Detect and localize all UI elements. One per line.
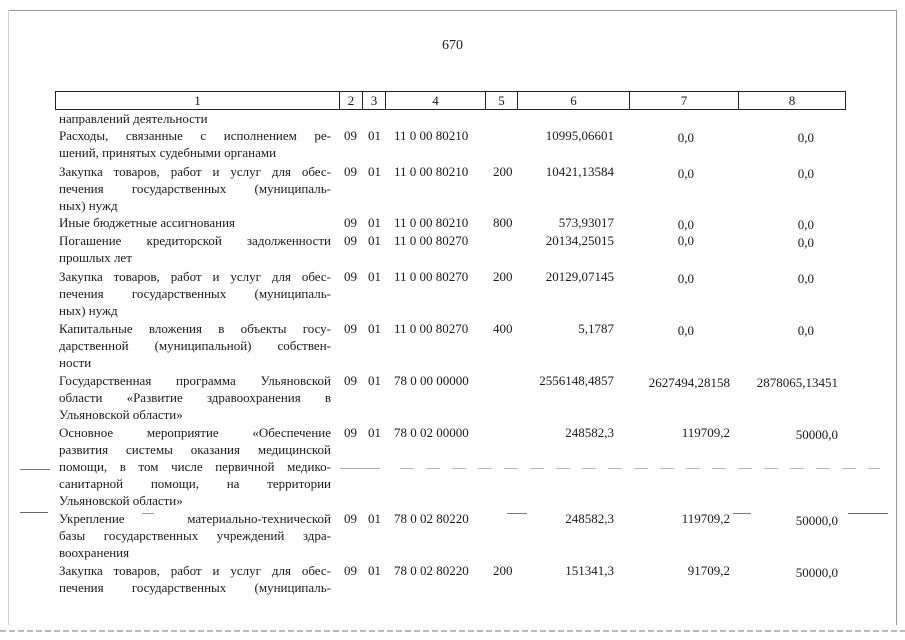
cell-sec: 01 (368, 563, 381, 578)
cell-col7: 91709,2 (687, 563, 730, 578)
cell-article: 11 0 00 80270 (394, 233, 469, 248)
row-name-line: Основное мероприятие «Обеспечение (59, 425, 331, 440)
cell-col7: 0,0 (677, 323, 694, 338)
cell-sec: 01 (368, 215, 381, 230)
cell-article: 78 0 00 00000 (394, 373, 469, 388)
row-name-line: Расходы, связанные с исполнением ре- (59, 128, 331, 143)
cell-col7: 0,0 (677, 271, 694, 286)
cell-col6: 2556148,4857 (539, 373, 614, 388)
cell-col6: 20134,25015 (545, 233, 614, 248)
cell-article: 78 0 02 80220 (394, 563, 469, 578)
row-name-line: ных) нужд (59, 303, 118, 318)
row-name-line: воохранения (59, 545, 130, 560)
row-name-line: печения государственных (муниципаль- (59, 181, 331, 196)
cell-col7: 0,0 (677, 233, 694, 248)
row-name-line: Укрепление материально-технической (59, 511, 331, 526)
page-border-right (896, 10, 897, 625)
row-name-line: развития системы оказания медицинской (59, 442, 331, 457)
cell-kind: 200 (493, 563, 513, 578)
row-name (59, 163, 331, 214)
row-name-line: дарственной (муниципальной) собствен- (59, 338, 331, 353)
header-col-1: 1 (55, 91, 340, 110)
cell-gr: 09 (344, 511, 357, 526)
cell-gr: 09 (344, 373, 357, 388)
page-border-top (8, 10, 896, 11)
row-name-line: шений, принятых судебными органами (59, 145, 277, 160)
cell-article: 11 0 00 80270 (394, 269, 469, 284)
cell-col6: 10421,13584 (545, 164, 614, 179)
cell-gr: 09 (344, 164, 357, 179)
cell-col7: 119709,2 (681, 425, 730, 440)
row-name-line: Капитальные вложения в объекты госу- (59, 321, 331, 336)
row-name (59, 424, 331, 509)
cell-gr: 09 (344, 128, 357, 143)
page-border-left (8, 10, 9, 625)
cell-col8: 0,0 (797, 235, 814, 250)
row-name-line: Государственная программа Ульяновской (59, 373, 331, 388)
cell-col6: 10995,06601 (545, 128, 614, 143)
header-col-3: 3 (362, 91, 386, 110)
scan-artifact-dash (848, 513, 888, 514)
row-name-line: ных) нужд (59, 198, 118, 213)
cell-sec: 01 (368, 233, 381, 248)
cell-sec: 01 (368, 164, 381, 179)
cell-col7: 2627494,28158 (648, 375, 730, 390)
cell-sec: 01 (368, 373, 381, 388)
cell-sec: 01 (368, 128, 381, 143)
row-name-line: печения государственных (муниципаль- (59, 286, 331, 301)
cell-col6: 20129,07145 (545, 269, 614, 284)
cell-col8: 0,0 (797, 166, 814, 181)
row-name (59, 320, 331, 371)
cell-col6: 248582,3 (565, 425, 614, 440)
cell-col6: 5,1787 (578, 321, 614, 336)
cell-col8: 2878065,13451 (756, 375, 838, 390)
header-col-7: 7 (629, 91, 739, 110)
cell-col7: 0,0 (677, 217, 694, 232)
row-name (59, 127, 331, 161)
row-name-line: Иные бюджетные ассигнования (59, 215, 236, 230)
row-name-line: прошлых лет (59, 250, 132, 265)
cell-kind: 400 (493, 321, 513, 336)
cell-col8: 0,0 (797, 217, 814, 232)
cell-article: 78 0 02 80220 (394, 511, 469, 526)
row-name-line: Ульяновской области» (59, 407, 183, 422)
cell-gr: 09 (344, 425, 357, 440)
cell-sec: 01 (368, 321, 381, 336)
row-name-line: Закупка товаров, работ и услуг для обес- (59, 269, 331, 284)
header-col-5: 5 (485, 91, 518, 110)
header-col-6: 6 (517, 91, 630, 110)
scan-artifact-dash (340, 468, 380, 469)
cell-col8: 50000,0 (795, 427, 838, 442)
row-name-line: печения государственных (муниципаль- (59, 580, 331, 595)
row-name-line: ности (59, 355, 92, 370)
cell-gr: 09 (344, 215, 357, 230)
row-name-line: Ульяновской области» (59, 493, 183, 508)
header-col-2: 2 (339, 91, 363, 110)
scan-artifact-dash (20, 512, 48, 513)
cell-sec: 01 (368, 269, 381, 284)
row-name (59, 232, 331, 266)
cell-article: 11 0 00 80210 (394, 128, 469, 143)
cell-col8: 0,0 (797, 130, 814, 145)
row-name (59, 562, 331, 596)
cell-kind: 200 (493, 269, 513, 284)
cell-gr: 09 (344, 233, 357, 248)
scan-artifact-dash (400, 468, 880, 469)
continuation-text: направлений деятельности (59, 111, 208, 126)
cell-article: 11 0 00 80270 (394, 321, 469, 336)
cell-article: 11 0 00 80210 (394, 215, 469, 230)
header-col-8: 8 (738, 91, 846, 110)
row-name-line: санитарной помощи, на территории (59, 476, 331, 491)
row-name-line: Закупка товаров, работ и услуг для обес- (59, 563, 331, 578)
cell-col8: 50000,0 (795, 513, 838, 528)
row-name-line: Погашение кредиторской задолженности (59, 233, 331, 248)
cell-sec: 01 (368, 425, 381, 440)
cell-gr: 09 (344, 321, 357, 336)
row-name-line: области «Развитие здравоохранения в (59, 390, 331, 405)
cell-col7: 0,0 (677, 166, 694, 181)
row-name (59, 510, 331, 561)
cell-article: 78 0 02 00000 (394, 425, 469, 440)
cell-gr: 09 (344, 563, 357, 578)
cell-col8: 50000,0 (795, 565, 838, 580)
page-number: 670 (442, 38, 463, 53)
cell-col8: 0,0 (797, 271, 814, 286)
cell-kind: 200 (493, 164, 513, 179)
cell-col7: 119709,2 (681, 511, 730, 526)
scan-artifact-dash (20, 469, 50, 470)
row-name (59, 268, 331, 319)
cell-col6: 573,93017 (558, 215, 614, 230)
cell-col8: 0,0 (797, 323, 814, 338)
row-name (59, 372, 331, 423)
row-name-line: базы государственных учреждений здра- (59, 528, 331, 543)
cell-article: 11 0 00 80210 (394, 164, 469, 179)
cell-col6: 248582,3 (565, 511, 614, 526)
header-col-4: 4 (385, 91, 486, 110)
cell-gr: 09 (344, 269, 357, 284)
cell-col6: 151341,3 (565, 563, 614, 578)
cell-sec: 01 (368, 511, 381, 526)
row-name-line: помощи, в том числе первичной медико- (59, 459, 331, 474)
row-name (59, 214, 331, 231)
row-name-line: Закупка товаров, работ и услуг для обес- (59, 164, 331, 179)
cell-col7: 0,0 (677, 130, 694, 145)
scan-artifact-bottom (0, 630, 905, 632)
cell-kind: 800 (493, 215, 513, 230)
